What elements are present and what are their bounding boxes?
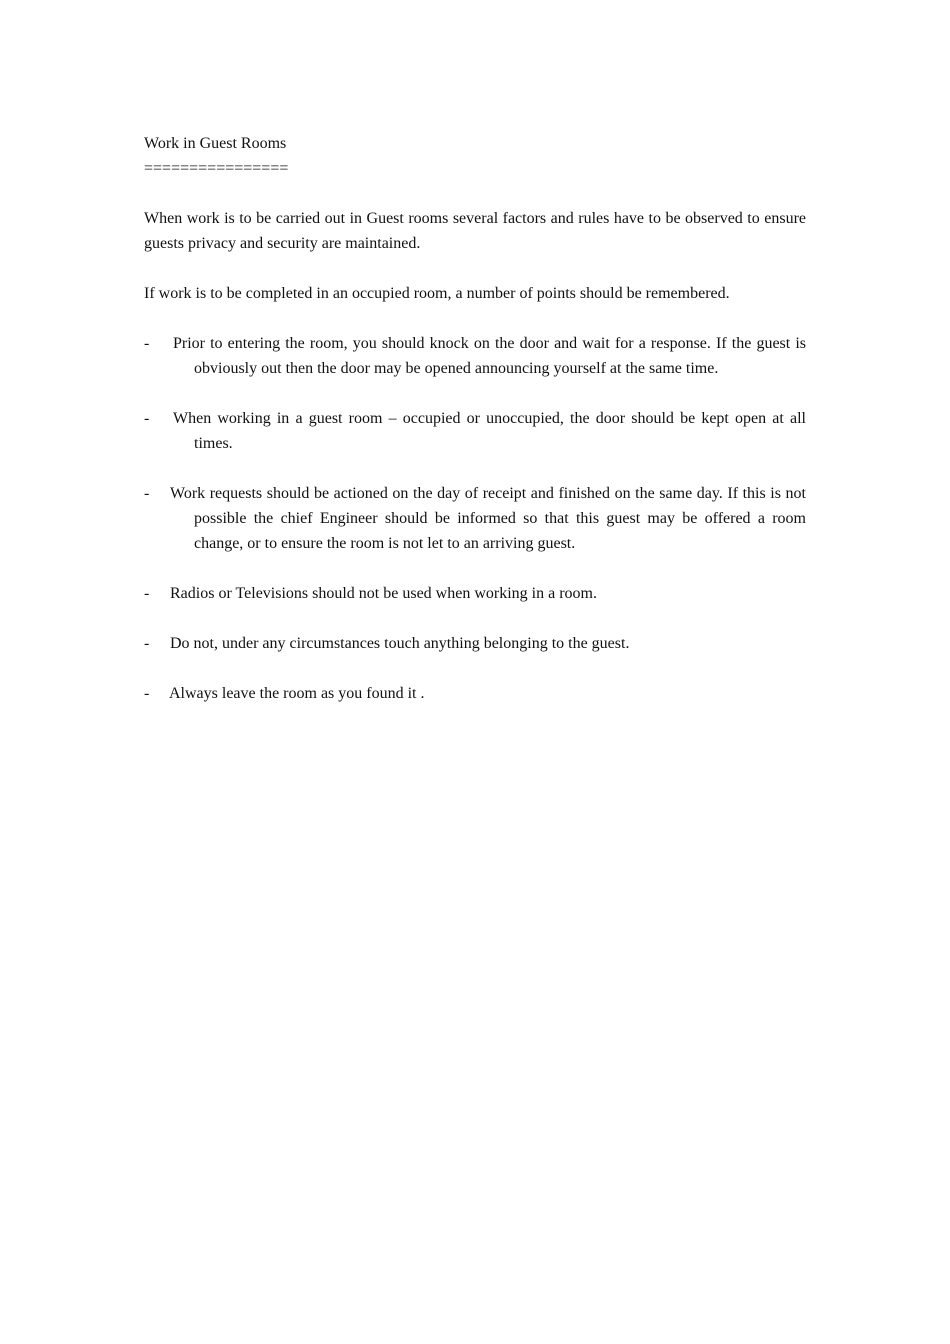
title-underline: ================ [144,160,289,177]
list-item [144,481,806,556]
bullet-dash: - [144,635,150,652]
list-item-text: Work requests should be actioned on the day of receipt and finished on the same day. If this is not possible the chief Engineer should be informed so that this guest may be offered a room change, or to ensure the room is not let to an arriving guest. [170,485,806,552]
bullet-dash: - [144,685,150,702]
list-item [144,406,806,456]
guidelines-list [144,331,806,706]
document-title: Work in Guest Rooms [144,135,287,152]
list-item [144,581,806,606]
document-page [144,131,806,706]
bullet-dash: - [144,585,150,602]
bullet-dash: - [144,410,150,427]
bullet-dash: - [144,335,150,352]
list-item [144,631,806,656]
list-item-text: When working in a guest room – occupied or unoccupied, the door should be kept open at all times. [173,410,806,452]
occupied-room-paragraph: If work is to be completed in an occupied room, a number of points should be remembered. [144,285,730,302]
list-item-text: Prior to entering the room, you should knock on the door and wait for a response. If the guest is obviously out then the door may be opened announcing yourself at the same time. [173,335,806,377]
list-item-text: Do not, under any circumstances touch anything belonging to the guest. [170,635,630,652]
list-item [144,681,806,706]
list-item-text: Radios or Televisions should not be used when working in a room. [170,585,597,602]
intro-paragraph: When work is to be carried out in Guest rooms several factors and rules have to be observed to ensure guests privacy and security are maintained. [144,210,806,252]
list-item-text: Always leave the room as you found it . [169,685,425,702]
list-item [144,331,806,381]
bullet-dash: - [144,485,150,502]
